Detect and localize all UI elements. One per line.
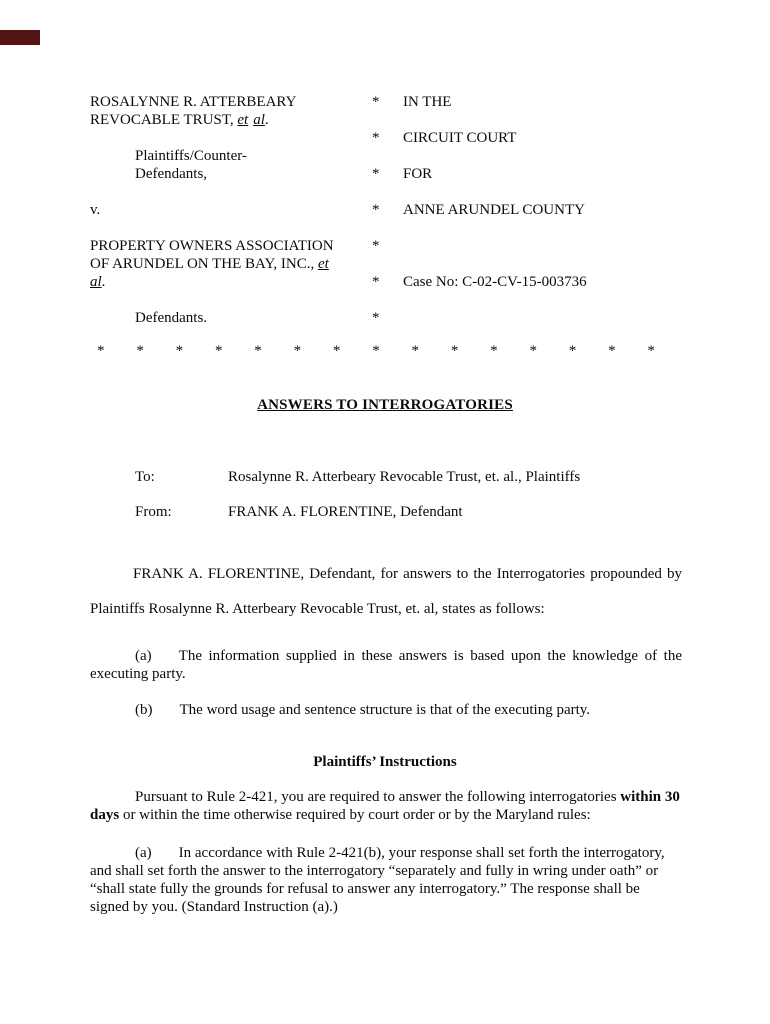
- caption-line: [0, 310, 770, 328]
- plaintiff-role-line1: Plaintiffs/Counter-: [135, 148, 247, 164]
- pursuant-text-suffix: or within the time otherwise required by court order or by the Maryland rules:: [119, 807, 591, 823]
- separator-asterisk: *: [372, 343, 380, 359]
- body-item-b: [90, 701, 682, 719]
- caption-line: [0, 274, 770, 292]
- asterisk-separator-row: [97, 343, 655, 360]
- document-title-row: [0, 397, 770, 414]
- to-row: [135, 469, 695, 486]
- caption-asterisk: *: [372, 238, 380, 254]
- al-italic: al: [90, 274, 102, 290]
- to-label: To:: [135, 469, 155, 485]
- caption-asterisk: *: [372, 130, 380, 146]
- period: .: [101, 274, 106, 290]
- caption-line: [0, 202, 770, 220]
- item-b-label: (b): [135, 702, 153, 718]
- separator-asterisk: *: [175, 343, 184, 359]
- instructions-heading-row: [0, 754, 770, 771]
- versus-label: v.: [90, 202, 101, 218]
- et-italic: et: [317, 256, 329, 272]
- caption-asterisk: *: [372, 310, 380, 326]
- instructions-item-a: [90, 844, 682, 916]
- pursuant-text-prefix: Pursuant to Rule 2-421, you are required to answer the following interrogatories: [135, 789, 621, 805]
- item-a-label: (a): [135, 648, 152, 664]
- separator-asterisk: *: [450, 343, 459, 359]
- caption-line: [0, 130, 770, 148]
- caption-line: [0, 166, 770, 184]
- from-row: [135, 504, 695, 521]
- instructions-item-a-text: In accordance with Rule 2-421(b), your response shall set forth the interrogatory, and shall set forth the answer to the interrogatory “separately and fully in wring under oath” or “shall state fully the grounds for refusal to answer any interrogatory.” The response shall be signed by you. (Standard Instruction (a).): [90, 845, 665, 915]
- caption-asterisk: *: [372, 166, 380, 182]
- from-label: From:: [135, 504, 172, 520]
- et-italic: et: [237, 112, 249, 128]
- separator-asterisk: *: [529, 343, 537, 359]
- caption-line: [0, 148, 770, 166]
- separator-asterisk: *: [293, 343, 302, 359]
- caption-line: [0, 256, 770, 274]
- item-b-text: The word usage and sentence structure is that of the executing party.: [179, 702, 591, 718]
- court-name-line2: CIRCUIT COURT: [403, 130, 517, 146]
- plaintiff-name-line2-prefix: REVOCABLE TRUST,: [90, 112, 238, 128]
- separator-asterisk: *: [490, 343, 498, 359]
- court-name-line3: FOR: [403, 166, 433, 182]
- to-value: Rosalynne R. Atterbeary Revocable Trust, et. al., Plaintiffs: [228, 469, 581, 485]
- separator-asterisk: *: [136, 343, 144, 359]
- defendant-name-line2-prefix: OF ARUNDEL ON THE BAY, INC.,: [90, 256, 318, 272]
- caption-line: [0, 94, 770, 112]
- court-name-line1: IN THE: [403, 94, 452, 110]
- body-item-a: [90, 647, 682, 683]
- defendant-name-line2: [90, 256, 329, 273]
- defendant-name-line1: PROPERTY OWNERS ASSOCIATION: [90, 238, 334, 254]
- intro-paragraph: FRANK A. FLORENTINE, Defendant, for answers to the Interrogatories propounded by Plaintiffs Rosalynne R. Atterbeary Revocable Trust, et. al, states as follows:: [90, 566, 682, 617]
- from-value: FRANK A. FLORENTINE, Defendant: [228, 504, 463, 520]
- separator-asterisk: *: [97, 343, 105, 359]
- period: .: [264, 112, 269, 128]
- instructions-item-a-label: (a): [135, 845, 152, 861]
- scan-artifact-bar: [0, 30, 40, 45]
- instructions-paragraph-1: [90, 788, 682, 824]
- caption-line: [0, 238, 770, 256]
- pursuant-text-bold: within 30 days: [90, 789, 680, 823]
- caption-line: [0, 112, 770, 130]
- caption-asterisk: *: [372, 94, 380, 110]
- plaintiff-name-line1: ROSALYNNE R. ATTERBEARY: [90, 94, 297, 110]
- separator-asterisk: *: [411, 343, 419, 359]
- item-a-text: The information supplied in these answers is based upon the knowledge of the executing party.: [90, 648, 682, 682]
- court-name-line4: ANNE ARUNDEL COUNTY: [403, 202, 585, 218]
- separator-asterisk: *: [332, 343, 341, 359]
- caption-asterisk: *: [372, 274, 380, 290]
- caption-asterisk: *: [372, 202, 380, 218]
- document-title: ANSWERS TO INTERROGATORIES: [257, 397, 513, 413]
- al-italic: al: [253, 112, 265, 128]
- plaintiff-name-line2: [90, 112, 269, 129]
- defendant-role: Defendants.: [135, 310, 208, 326]
- plaintiff-role-line2: Defendants,: [135, 166, 208, 182]
- separator-asterisk: *: [214, 343, 223, 359]
- instructions-heading: Plaintiffs’ Instructions: [313, 754, 457, 770]
- separator-asterisk: *: [608, 343, 616, 359]
- separator-asterisk: *: [254, 343, 262, 359]
- separator-asterisk: *: [568, 343, 577, 359]
- defendant-name-line3: [90, 274, 105, 291]
- case-number: Case No: C-02-CV-15-003736: [403, 274, 587, 290]
- separator-asterisk: *: [647, 343, 655, 359]
